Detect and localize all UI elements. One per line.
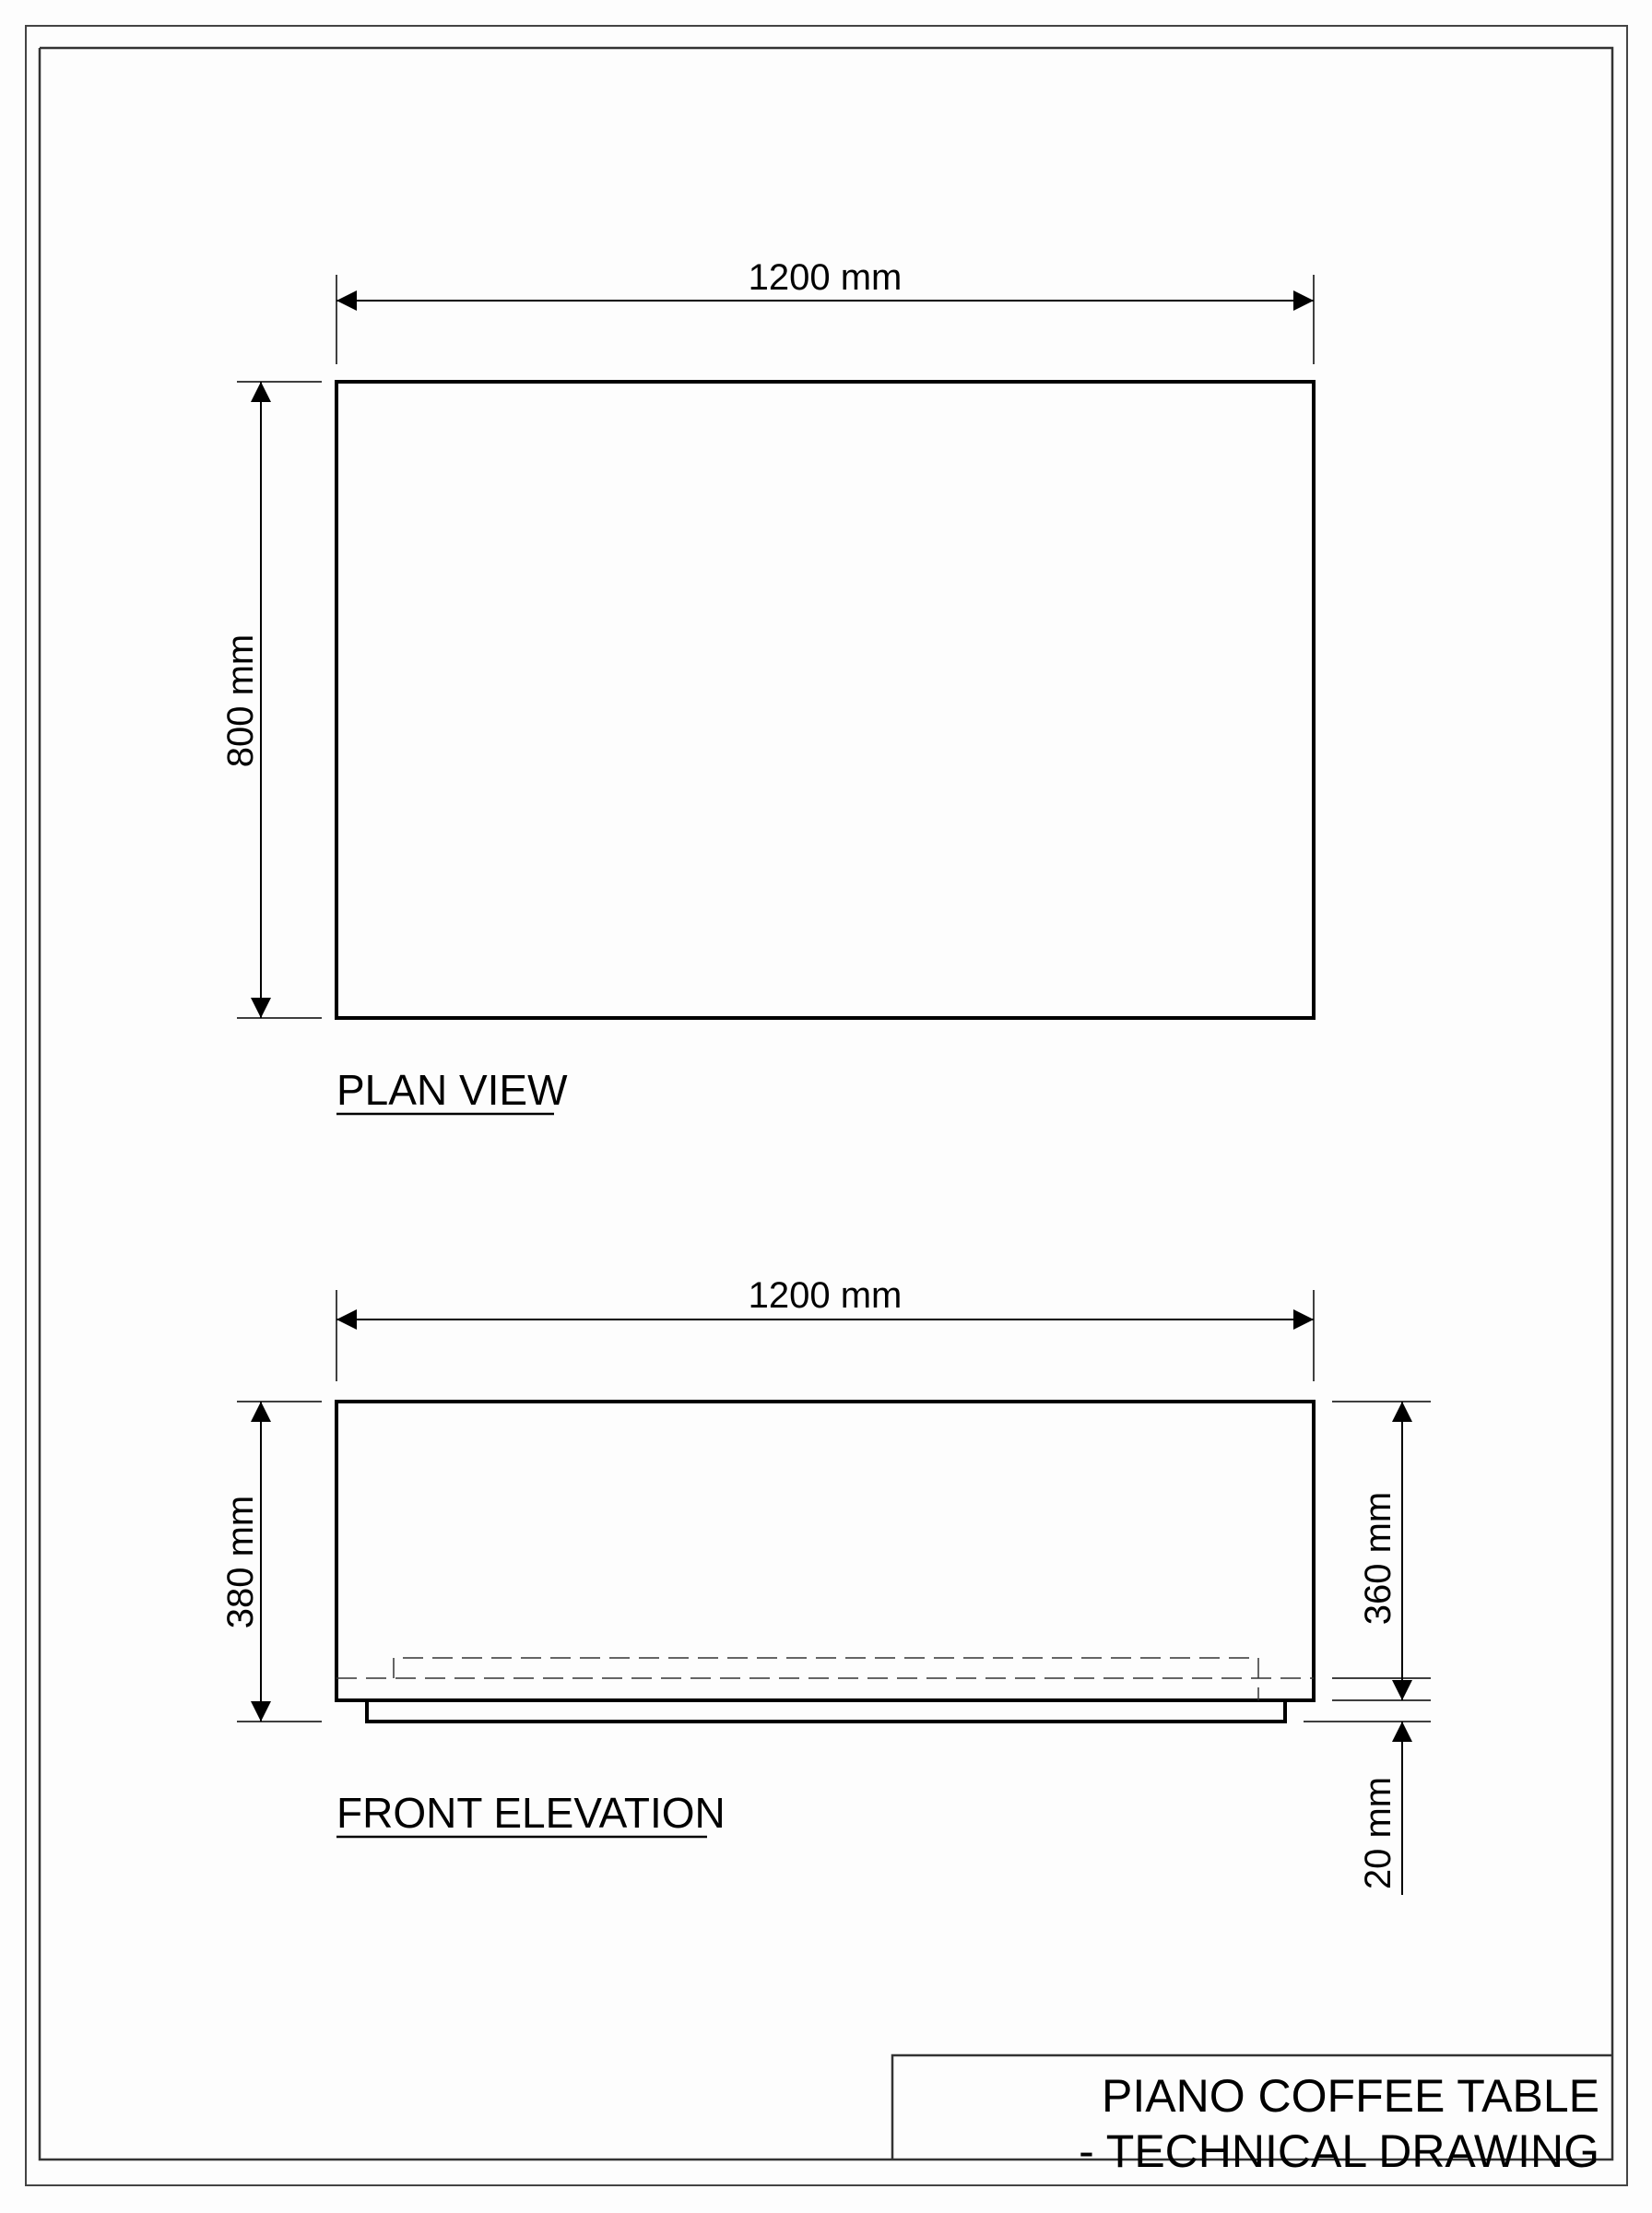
plan-width-dimension: 1200 mm <box>748 257 903 298</box>
title-block <box>1079 2070 1599 2177</box>
plan-view <box>220 257 1314 1114</box>
front-width-dimension: 1200 mm <box>748 1275 903 1316</box>
front-elevation-label: FRONT ELEVATION <box>336 1789 726 1837</box>
base-height-dimension: 20 mm <box>1358 1776 1398 1890</box>
overall-height-dimension: 380 mm <box>220 1495 261 1629</box>
plan-depth-dimension: 800 mm <box>220 633 261 768</box>
title-line-1: PIANO COFFEE TABLE <box>1102 2070 1599 2122</box>
body-height-dimension: 360 mm <box>1358 1491 1398 1626</box>
table-body-outline <box>336 1402 1314 1700</box>
plan-tabletop-outline <box>336 382 1314 1018</box>
plan-view-label: PLAN VIEW <box>336 1066 568 1114</box>
front-elevation <box>220 1275 1431 1895</box>
title-line-2: - TECHNICAL DRAWING <box>1079 2125 1599 2177</box>
hidden-line-drawer <box>394 1658 1258 1700</box>
table-base-plinth <box>367 1700 1285 1722</box>
